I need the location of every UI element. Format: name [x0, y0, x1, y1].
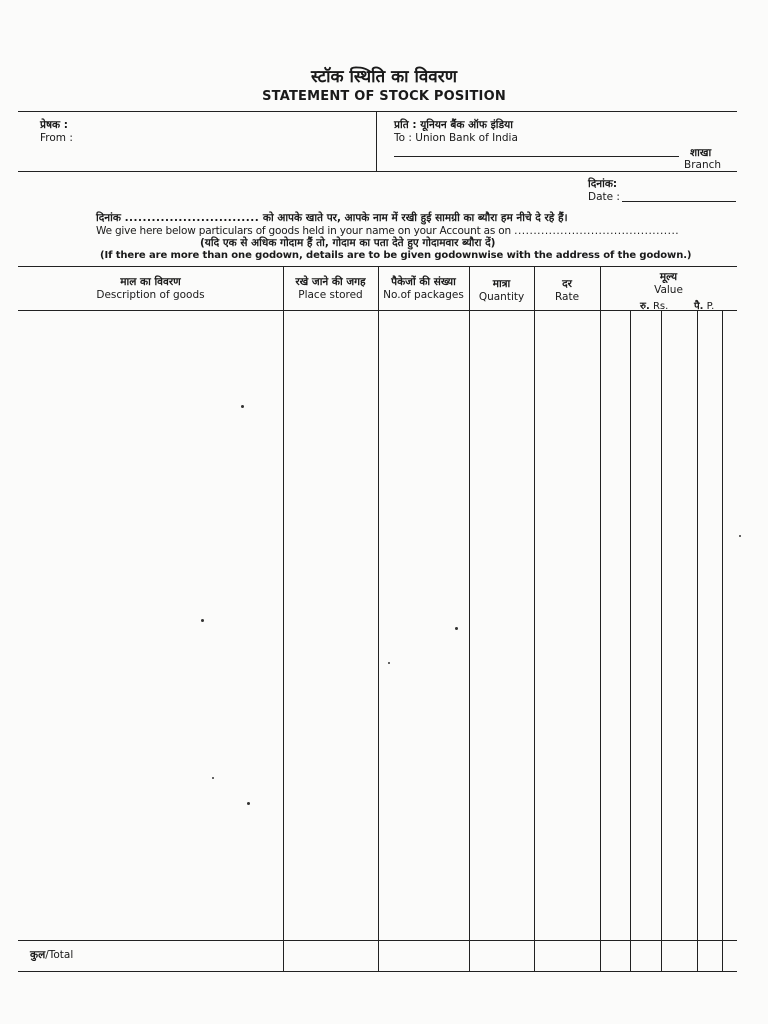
col-packages-english: No.of packages: [383, 289, 464, 301]
col-description-english: Description of goods: [96, 289, 205, 301]
col-header-description: [18, 275, 283, 301]
value-rs-hindi: रु.: [640, 301, 650, 312]
rule-address-bottom: [18, 171, 737, 172]
col-header-packages: [378, 275, 469, 301]
note-hindi: (यदि एक से अधिक गोदाम हैं तो, गोदाम का पता देते हुए गोदामवार ब्यौरा दें): [200, 237, 496, 249]
rule-top: [18, 111, 737, 112]
scan-speck: [455, 627, 458, 630]
col-packages-hindi: पैकेजों की संख्या: [391, 276, 456, 288]
value-p-label: [694, 298, 714, 312]
col-value-hindi: मूल्य: [659, 271, 678, 283]
col-header-rate: [534, 277, 600, 303]
total-label: [30, 948, 73, 962]
col-divider-5: [600, 266, 601, 971]
to-line-hindi: प्रति : यूनियन बैंक ऑफ इंडिया: [394, 119, 513, 131]
col-divider-3: [469, 266, 470, 971]
col-quantity-english: Quantity: [478, 291, 525, 303]
value-p-english: P.: [706, 301, 715, 312]
col-divider-value-3: [697, 310, 698, 971]
col-place-english: Place stored: [298, 289, 363, 301]
from-label-english: From :: [40, 132, 73, 144]
intro-hindi-line: [96, 211, 568, 225]
col-place-hindi: रखे जाने की जगह: [295, 276, 366, 288]
col-quantity-hindi: मात्रा: [492, 278, 511, 290]
scan-speck: [241, 405, 244, 408]
intro-hindi-rest: को आपके खाते पर, आपके नाम में रखी हुई सामग्री का ब्यौरा हम नीचे दे रहे हैं।: [262, 212, 568, 224]
to-line-english: To : Union Bank of India: [394, 132, 518, 144]
col-divider-4: [534, 266, 535, 971]
col-value-english: Value: [654, 284, 683, 296]
col-header-value: [600, 270, 737, 296]
branch-fill-line[interactable]: [394, 156, 679, 157]
intro-english-text: We give here below particulars of goods held in your name on your Account as on: [96, 225, 511, 237]
note-english: (If there are more than one godown, details are to be given godownwise with the address of the godown.): [100, 250, 692, 261]
col-rate-hindi: दर: [562, 278, 572, 290]
total-label-english: /Total: [45, 949, 74, 961]
date-label-english: Date :: [588, 191, 620, 203]
col-rate-english: Rate: [554, 291, 580, 303]
value-rs-label: [640, 298, 668, 312]
col-divider-value-4: [722, 310, 723, 971]
value-rs-english: Rs.: [652, 301, 669, 312]
branch-label-hindi: शाखा: [690, 147, 712, 159]
intro-english-blank[interactable]: ...........................................: [514, 225, 680, 237]
title-hindi: स्टॉक स्थिति का विवरण: [310, 67, 458, 87]
date-label-hindi: दिनांक:: [588, 178, 618, 190]
title-english: STATEMENT OF STOCK POSITION: [262, 89, 506, 104]
col-header-place: [283, 275, 378, 301]
total-label-hindi: कुल: [30, 949, 46, 961]
col-divider-2: [378, 266, 379, 971]
branch-label-english: Branch: [684, 159, 722, 171]
col-divider-value-2: [661, 310, 662, 971]
scan-speck: [247, 802, 250, 805]
table-bottom-border: [18, 971, 737, 972]
from-label-hindi: प्रेषक :: [40, 119, 68, 131]
divider-from-to: [376, 111, 377, 171]
date-fill-line[interactable]: [622, 201, 736, 202]
col-divider-1: [283, 266, 284, 971]
scan-speck: [388, 662, 390, 664]
scan-speck: [212, 777, 214, 779]
value-p-hindi: पै.: [694, 301, 704, 312]
scan-speck: [201, 619, 204, 622]
intro-hindi-prefix: दिनांक: [96, 212, 121, 224]
col-header-quantity: [469, 277, 534, 303]
col-divider-value-1: [630, 310, 631, 971]
col-description-hindi: माल का विवरण: [120, 276, 181, 288]
intro-date-blank[interactable]: ..............................: [124, 212, 260, 224]
scan-speck: [739, 535, 741, 537]
